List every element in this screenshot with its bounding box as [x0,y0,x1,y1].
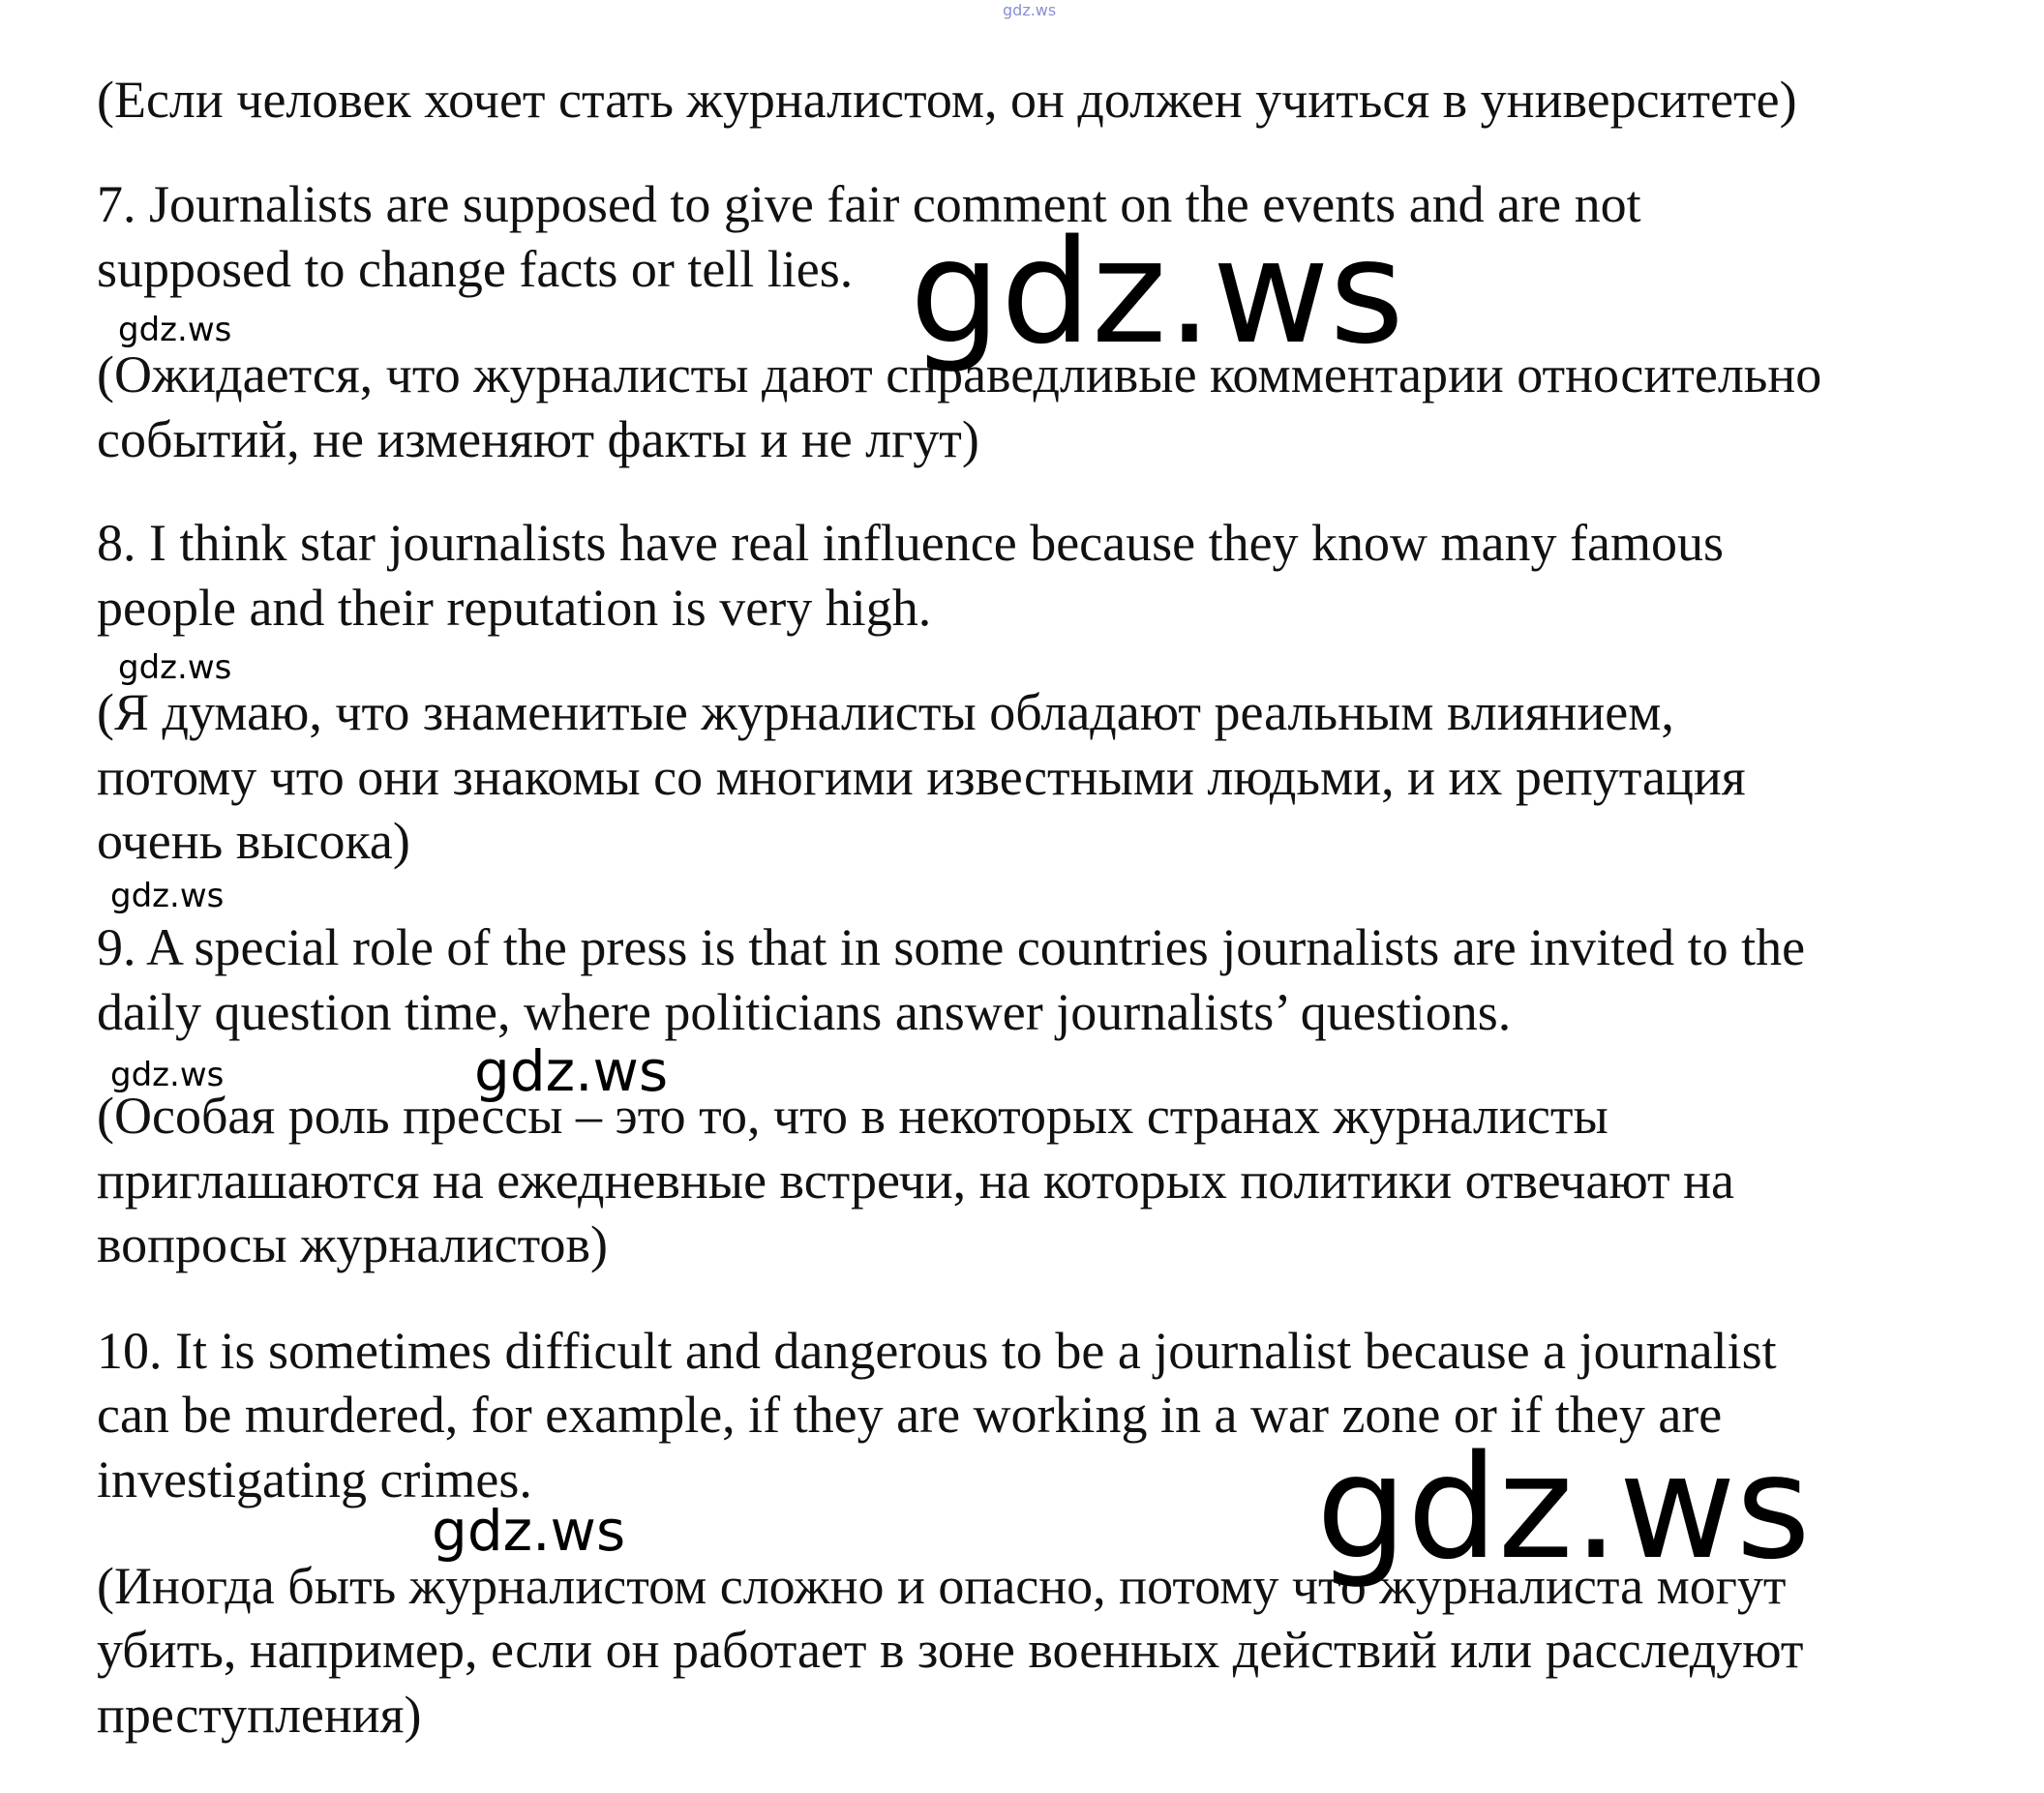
item-10-ru-line-1: (Иногда быть журналистом сложно и опасно, потому что журналиста могут [97,1557,1787,1615]
item-7-ru-line-1: (Ожидается, что журналисты дают справедливые комментарии относительно [97,345,1822,403]
item-8-ru-line-3: очень высока) [97,812,410,870]
watermark-large-1: gdz.ws [910,209,1404,375]
watermark-medium-2: gdz.ws [432,1498,626,1564]
intro-translation: (Если человек хочет стать журналистом, он должен учиться в университете) [97,71,1797,129]
item-9-ru-line-1: (Особая роль прессы – это то, что в некоторых странах журналисты [97,1087,1608,1145]
watermark-small-4: gdz.ws [110,1056,225,1094]
item-9-ru-line-3: вопросы журналистов) [97,1215,608,1273]
item-8-en-line-1: 8. I think star journalists have real influence because they know many famous [97,514,1724,572]
item-10-en-line-1: 10. It is sometimes difficult and dangerous to be a journalist because a journalist [97,1322,1777,1380]
item-7-en-line-1: 7. Journalists are supposed to give fair comment on the events and are not [97,175,1641,233]
item-10-en-line-3: investigating crimes. [97,1450,532,1509]
item-8-ru-line-1: (Я думаю, что знаменитые журналисты обладают реальным влиянием, [97,683,1674,741]
item-10-en-line-2: can be murdered, for example, if they are working in a war zone or if they are [97,1386,1723,1444]
item-7-en-line-2: supposed to change facts or tell lies. [97,240,854,298]
watermark-small-3: gdz.ws [110,877,225,915]
watermark-top: gdz.ws [1003,1,1057,19]
watermark-small-1: gdz.ws [118,311,232,349]
watermark-small-2: gdz.ws [118,648,232,687]
item-10-ru-line-3: преступления) [97,1686,422,1744]
item-8-ru-line-2: потому что они знакомы со многими известными людьми, и их репутация [97,748,1746,806]
watermark-medium-1: gdz.ws [474,1038,669,1104]
item-10-ru-line-2: убить, например, если он работает в зоне военных действий или расследуют [97,1621,1804,1679]
item-9-ru-line-2: приглашаются на ежедневные встречи, на которых политики отвечают на [97,1151,1735,1210]
item-7-ru-line-2: событий, не изменяют факты и не лгут) [97,410,979,468]
watermark-large-2: gdz.ws [1316,1424,1811,1591]
item-9-en-line-2: daily question time, where politicians answer journalists’ questions. [97,983,1512,1041]
item-9-en-line-1: 9. A special role of the press is that in some countries journalists are invited to the [97,918,1806,976]
item-8-en-line-2: people and their reputation is very high. [97,579,932,637]
